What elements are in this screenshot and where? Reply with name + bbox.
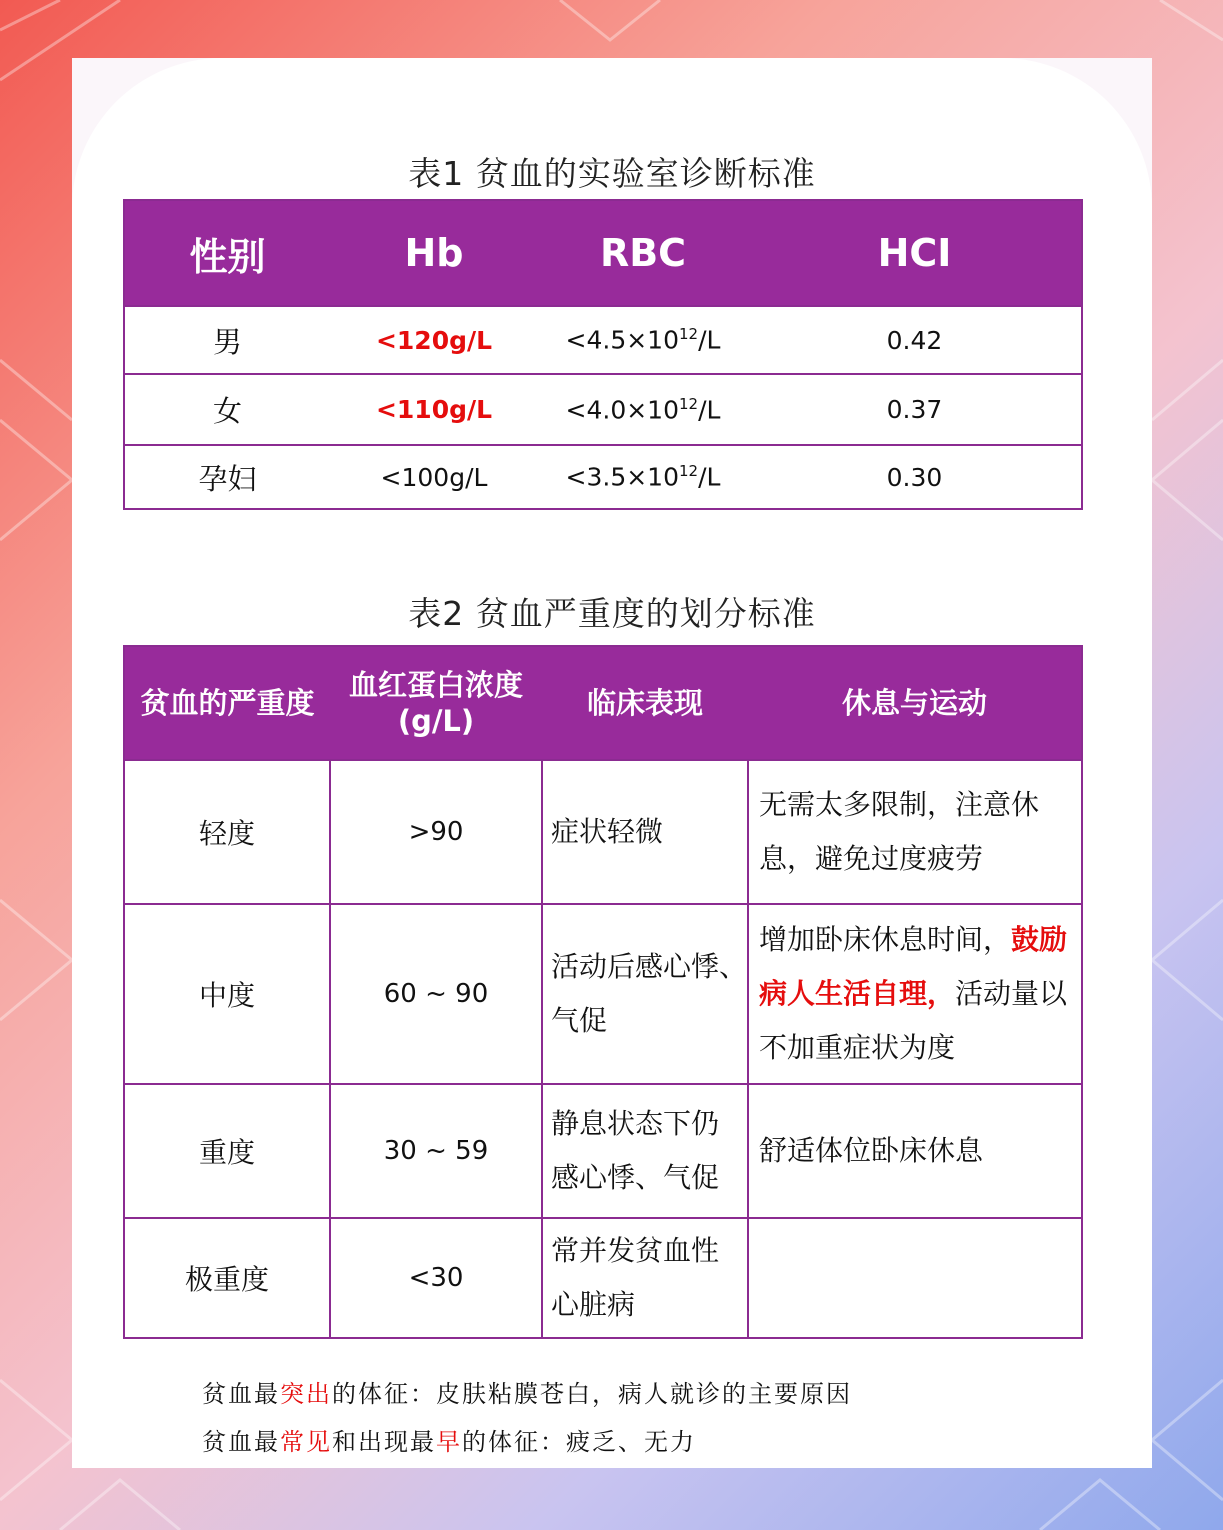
table-header-row [124,646,1082,760]
table1-title: 表1 贫血的实验室诊断标准 [408,154,816,193]
cell-hb: 30 ~ 59 [330,1084,542,1218]
cell-severity: 中度 [124,904,330,1084]
header-rest: 休息与运动 [748,646,1082,760]
cell-clinical: 静息状态下仍感心悸、气促 [542,1084,748,1218]
header-hci: HCI [748,200,1082,306]
anemia-severity-table [123,645,1083,1339]
table-row [124,306,1082,374]
cell-rest: 无需太多限制，注意休息，避免过度疲劳 [748,760,1082,904]
cell-hb: <30 [330,1218,542,1338]
cell-severity: 极重度 [124,1218,330,1338]
cell-hb: <120g/L [330,306,538,374]
cell-rest [748,1218,1082,1338]
cell-severity: 轻度 [124,760,330,904]
cell-hb: <100g/L [330,445,538,509]
header-clinical: 临床表现 [542,646,748,760]
cell-hb: 60 ~ 90 [330,904,542,1084]
cell-hci: 0.30 [748,445,1082,509]
cell-clinical: 活动后感心悸、气促 [542,904,748,1084]
header-rbc: RBC [538,200,748,306]
cell-gender: 女 [124,374,330,445]
cell-clinical: 症状轻微 [542,760,748,904]
table-header-row [124,200,1082,306]
cell-hb: <110g/L [330,374,538,445]
table-row [124,1084,1082,1218]
cell-gender: 男 [124,306,330,374]
cell-clinical: 常并发贫血性心脏病 [542,1218,748,1338]
cell-rbc: $<3.5\times 10^{12}/L$ [538,445,748,509]
anemia-diagnosis-table [123,199,1083,510]
cell-hci: 0.37 [748,374,1082,445]
cell-rbc: $<4.0\times 10^{12}/L$ [538,374,748,445]
header-hb: Hb [330,200,538,306]
note-line-2: 贫血最常见和出现最早的体征：疲乏、无力 [202,1428,696,1456]
table-row [124,760,1082,904]
cell-hci: 0.42 [748,306,1082,374]
cell-severity: 重度 [124,1084,330,1218]
cell-rbc: $<4.5\times 10^{12}/L$ [538,306,748,374]
table-row [124,374,1082,445]
header-hb-concentration: 血红蛋白浓度 (g/L) [330,646,542,760]
cell-rest: 舒适体位卧床休息 [748,1084,1082,1218]
header-severity: 贫血的严重度 [124,646,330,760]
cell-rest: 增加卧床休息时间，鼓励病人生活自理，活动量以不加重症状为度 [748,904,1082,1084]
table-row [124,1218,1082,1338]
table-row [124,445,1082,509]
cell-gender: 孕妇 [124,445,330,509]
header-gender: 性别 [124,200,330,306]
table-row [124,904,1082,1084]
cell-hb: >90 [330,760,542,904]
table2-title: 表2 贫血严重度的划分标准 [408,594,816,633]
note-line-1: 贫血最突出的体征：皮肤粘膜苍白，病人就诊的主要原因 [202,1380,852,1408]
